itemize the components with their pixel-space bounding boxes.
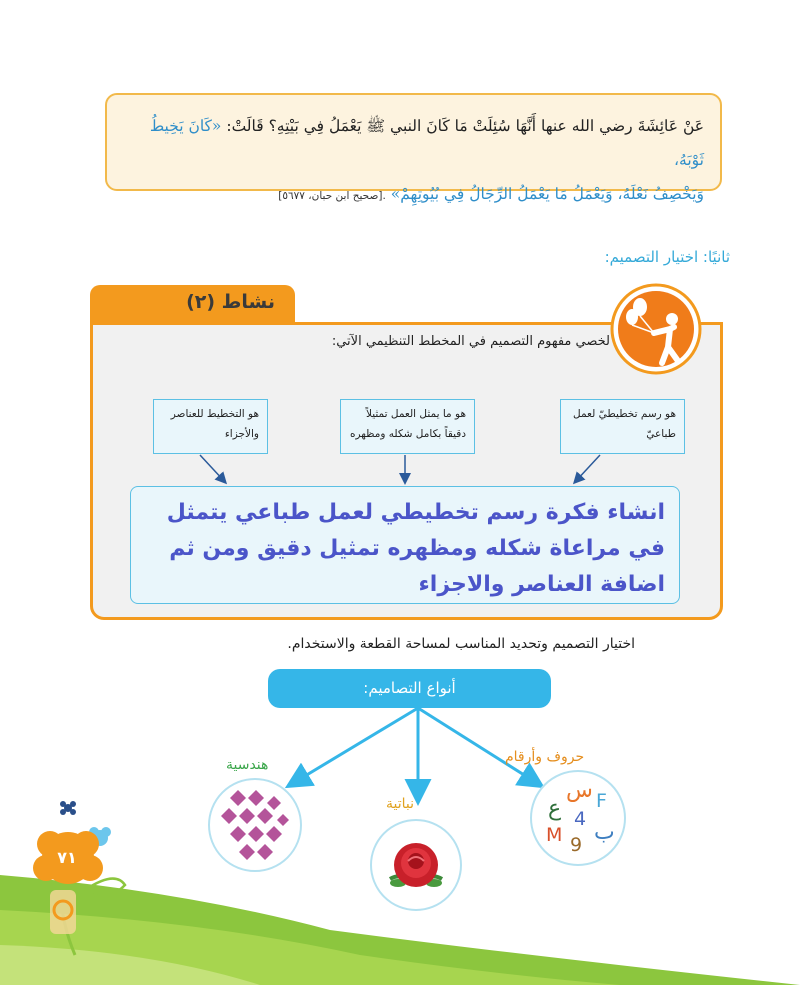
glyph-4: 4 bbox=[574, 808, 587, 830]
small-flower-icon bbox=[60, 801, 76, 815]
activity-label: نشاط (٢) bbox=[186, 291, 275, 313]
glyph-ba: ب bbox=[594, 820, 615, 845]
design-types-header: أنواع التصاميم: bbox=[268, 669, 551, 708]
intro-text: اختيار التصميم وتحديد المناسب لمساحة القطعة والاستخدام. bbox=[287, 636, 635, 652]
category-label-plant: نباتية bbox=[386, 796, 415, 812]
hadith-line2-quote: وَيَخْصِفُ نَعْلَهُ، وَيَعْمَلُ مَا يَعْمَلُ الرِّجَالُ فِي بُيُوتِهِمْ» bbox=[390, 185, 704, 203]
arrow-to-geometric bbox=[290, 708, 418, 785]
glyph-ain: ع bbox=[548, 796, 562, 821]
section-title: ثانيًا: اختيار التصميم: bbox=[604, 248, 730, 266]
arrow-right bbox=[575, 455, 600, 482]
definition-box-3: هو التخطيط للعناصر والأجزاء bbox=[153, 399, 268, 454]
glyph-m: M bbox=[546, 824, 563, 846]
page-number: ٧١ bbox=[57, 848, 77, 867]
definition-box-2: هو ما يمثل العمل تمثيلاً دقيقاً بكامل شكله ومظهره bbox=[340, 399, 475, 454]
logo-icon bbox=[50, 890, 76, 934]
arrow-left bbox=[200, 455, 225, 482]
arrow-to-letters bbox=[418, 708, 540, 785]
glyph-seen: س bbox=[566, 778, 593, 803]
definition-box-1: هو رسم تخطيطيّ لعمل طباعيّ bbox=[560, 399, 685, 454]
activity-instruction: لخصي مفهوم التصميم في المخطط التنظيمي الآتي: bbox=[331, 334, 610, 349]
answer-box bbox=[130, 486, 680, 604]
category-label-geometric: هندسية bbox=[226, 757, 269, 773]
glyph-f: F bbox=[596, 790, 607, 812]
hadith-reference: .[صحيح ابن حبان، ٥٦٧٧] bbox=[278, 190, 386, 202]
category-label-letters: حروف وأرقام bbox=[505, 749, 585, 765]
glyph-9: 9 bbox=[570, 834, 583, 856]
hadith-line1-text: عَنْ عَائِشَةَ رضي الله عنها أَنَّهَا سُئِلَتْ مَا كَانَ النبي ﷺ يَعْمَلُ فِي بَيْتِهِ؟ قَالَتْ: bbox=[221, 117, 704, 135]
answer-text: انشاء فكرة رسم تخطيطي لعمل طباعي يتمثل في مراعاة شكله ومظهره تمثيل دقيق ومن ثم اضافة العناصر والاجزاء bbox=[166, 500, 665, 597]
grass-decoration bbox=[0, 780, 800, 985]
hadith-line1-quote: «كَانَ يَخِيطُ ثَوْبَهُ، bbox=[149, 117, 704, 169]
